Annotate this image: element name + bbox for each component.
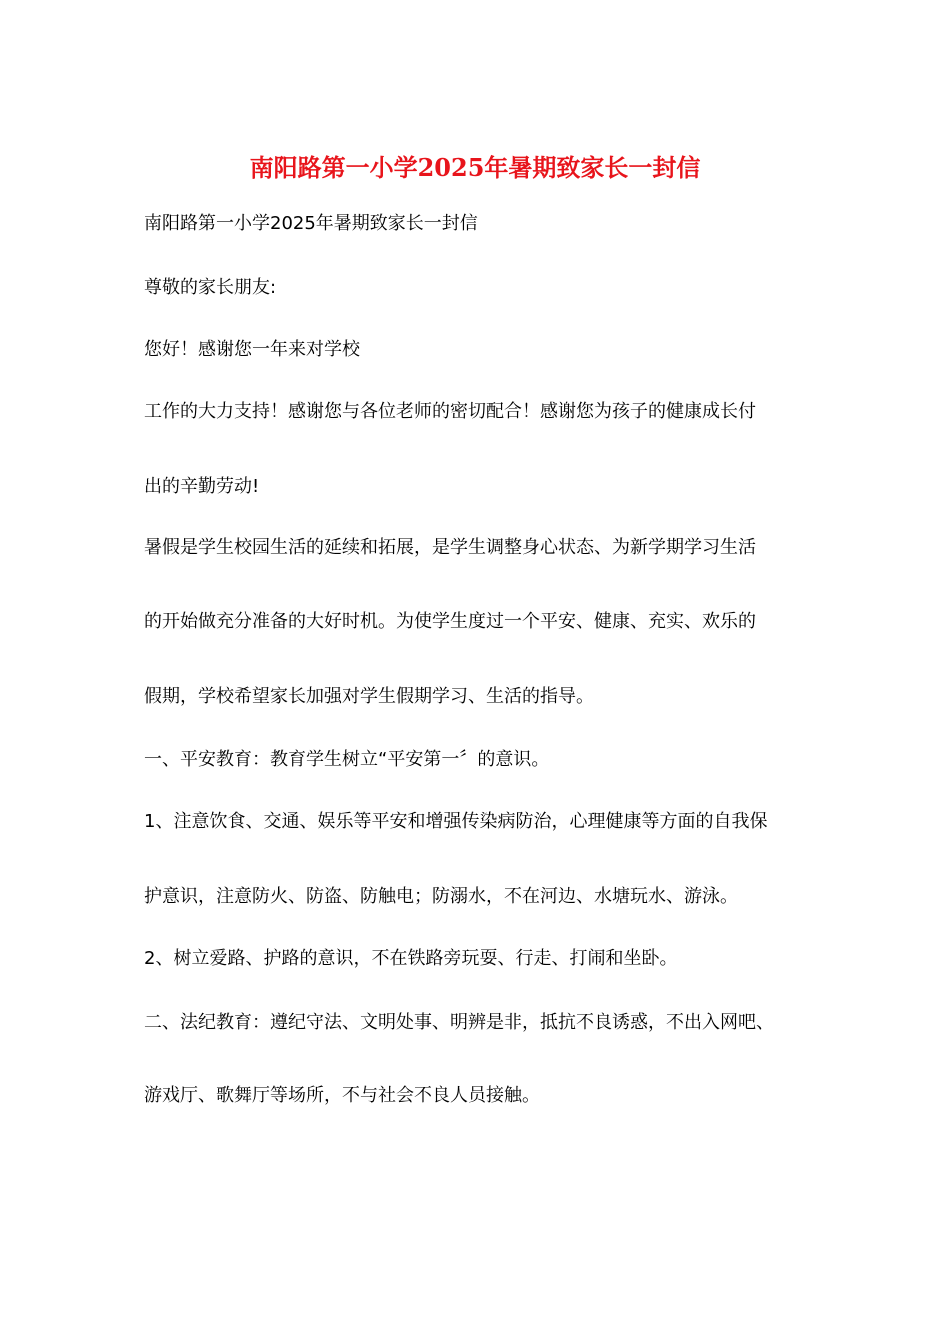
paragraph-line: 的开始做充分准备的大好时机。为使学生度过一个平安、健康、充实、欢乐的 (144, 611, 756, 632)
document-title: 南阳路第一小学2025年暑期致家长一封信 (249, 153, 701, 182)
paragraph-line: 南阳路第一小学2025年暑期致家长一封信 (144, 213, 478, 234)
paragraph-line: 游戏厅、歌舞厅等场所，不与社会不良人员接触。 (144, 1085, 540, 1106)
paragraph-line: 2、树立爱路、护路的意识，不在铁路旁玩耍、行走、打闹和坐卧。 (144, 948, 678, 969)
paragraph-line: 1、注意饮食、交通、娱乐等平安和增强传染病防治，心理健康等方面的自我保 (144, 811, 768, 832)
paragraph-line: 尊敬的家长朋友: (144, 277, 277, 298)
paragraph-line: 二、法纪教育：遵纪守法、文明处事、明辨是非，抵抗不良诱惑，不出入网吧、 (144, 1012, 774, 1033)
paragraph-line: 假期，学校希望家长加强对学生假期学习、生活的指导。 (144, 686, 594, 707)
paragraph-line: 一、平安教育：教育学生树立“平安第一〞的意识。 (144, 749, 550, 770)
paragraph-line: 您好！感谢您一年来对学校 (144, 339, 360, 360)
paragraph-line: 工作的大力支持！感谢您与各位老师的密切配合！感谢您为孩子的健康成长付 (144, 401, 756, 422)
paragraph-line: 暑假是学生校园生活的延续和拓展，是学生调整身心状态、为新学期学习生活 (144, 537, 756, 558)
paragraph-line: 出的辛勤劳动! (144, 476, 260, 497)
paragraph-line: 护意识，注意防火、防盗、防触电；防溺水，不在河边、水塘玩水、游泳。 (144, 886, 738, 907)
